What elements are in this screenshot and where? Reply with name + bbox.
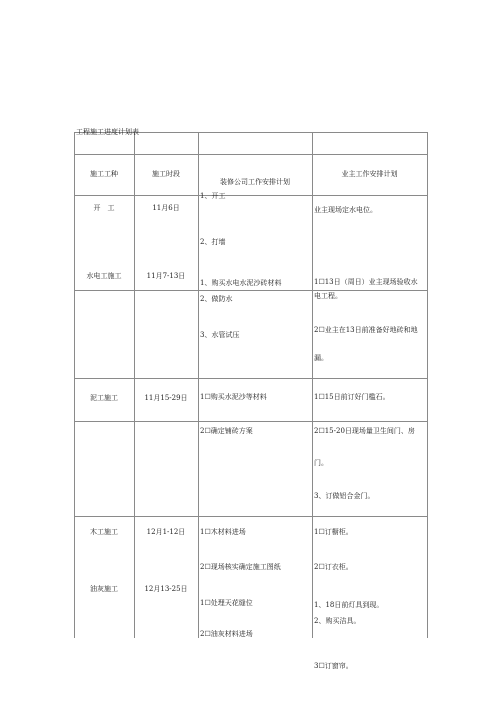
company-plan-item: 2、做防水: [200, 295, 233, 303]
header-trade: 施工工种: [90, 170, 118, 178]
header-company-plan: 装修公司工作安排计划: [220, 178, 290, 186]
table-row-trade: 油灰施工: [90, 585, 118, 593]
owner-plan-item: 2☐15-20日现场量卫生间门、房: [314, 427, 415, 435]
company-plan-item: 1☐木材料进场: [200, 528, 246, 536]
owner-plan-item: 电工程。: [314, 292, 342, 300]
owner-plan-item: 1☐13日（周日）业主现场验收水: [314, 278, 418, 286]
owner-plan-item: 1☐订橱柜。: [314, 528, 353, 536]
table-row-trade: 木工施工: [90, 528, 118, 536]
company-plan-item: 2☐油灰材料进场: [200, 630, 253, 638]
company-plan-item: 2☐现场核实确定施工图纸: [200, 563, 281, 571]
company-plan-item: 1☐购买水泥沙等材料: [200, 393, 267, 401]
header-owner-plan: 业主工作安排计划: [341, 170, 398, 178]
owner-plan-item: 2☐业主在13日前准备好地砖和地: [314, 326, 418, 334]
grid-line: [74, 516, 427, 517]
owner-plan-item: 1☐15日前订好门槛石。: [314, 393, 390, 401]
grid-line: [312, 132, 313, 638]
company-plan-item: 3、水管试压: [200, 331, 240, 339]
owner-plan-item: 3☐订窗帘。: [314, 662, 353, 670]
grid-line: [74, 290, 427, 291]
company-plan-item: 2、打墙: [200, 238, 226, 246]
owner-plan-item: 漏。: [314, 354, 328, 362]
grid-line: [74, 154, 427, 155]
table-row-period: 11月7-13日: [146, 272, 186, 280]
grid-line: [198, 132, 199, 638]
header-period: 施工时段: [152, 170, 180, 178]
owner-plan-item: 2、购买洁具。: [314, 617, 361, 625]
table-row-trade: 水电工施工: [86, 272, 122, 280]
grid-line: [427, 132, 428, 638]
table-row-period: 12月1-12日: [146, 528, 186, 536]
grid-line: [74, 195, 427, 196]
table-row-trade: 开 工: [93, 204, 115, 212]
grid-line: [74, 421, 427, 422]
table-title: 工程施工进度计划表: [76, 128, 139, 136]
table-row-trade: 泥工施工: [90, 394, 118, 402]
owner-plan-item: 门。: [314, 459, 328, 467]
table-row-period: 11月15-29日: [144, 394, 188, 402]
grid-line: [74, 378, 427, 379]
company-plan-item: 1、开工: [200, 192, 226, 200]
owner-plan-item: 3、订做铝合金门。: [314, 492, 375, 500]
owner-plan-item: 业主现场定水电位。: [314, 206, 377, 214]
table-row-period: 11月6日: [152, 204, 180, 212]
table-row-period: 12月13-25日: [144, 585, 188, 593]
company-plan-item: 2☐确定铺砖方案: [200, 427, 253, 435]
owner-plan-item: 1、18日前灯具到现。: [314, 601, 384, 609]
company-plan-item: 1、购买水电水泥沙砖材料: [200, 279, 282, 287]
owner-plan-item: 2☐订衣柜。: [314, 563, 353, 571]
company-plan-item: 1☐处理天花缝位: [200, 599, 253, 607]
